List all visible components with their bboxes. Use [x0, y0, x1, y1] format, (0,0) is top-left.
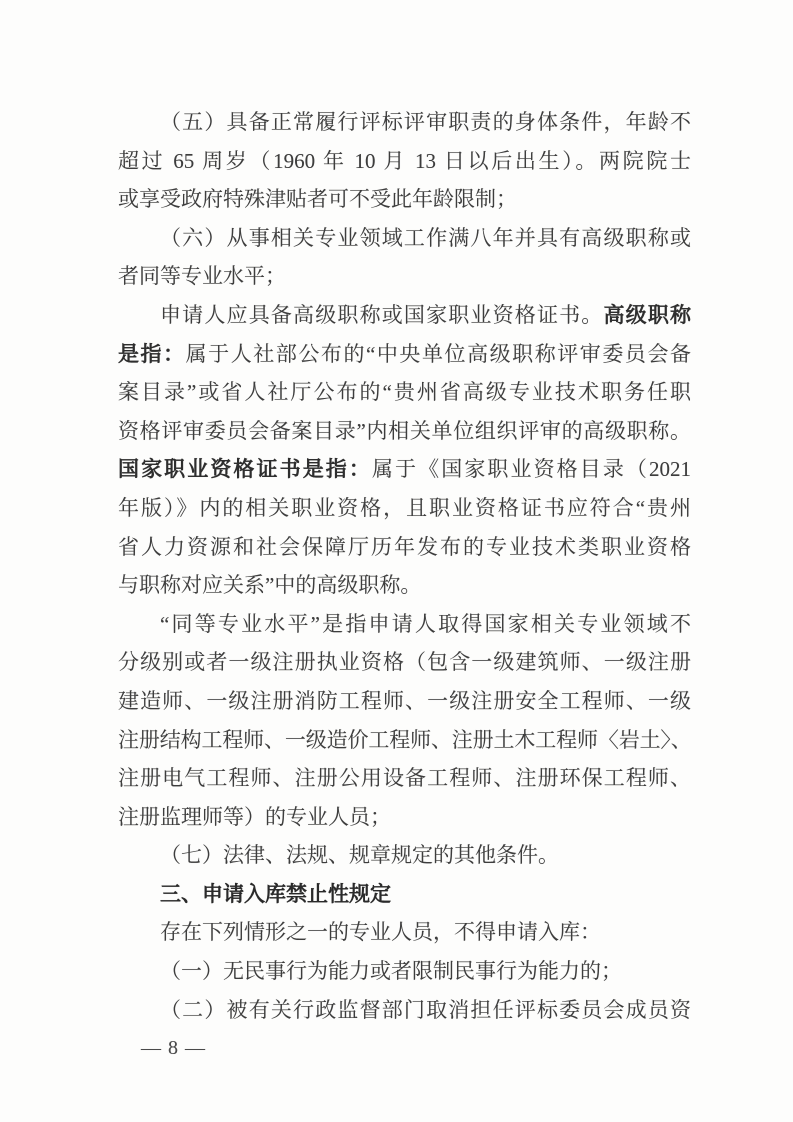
- bold-text-run: 国家职业资格证书是指：: [118, 458, 372, 482]
- text-line: [118, 219, 691, 258]
- text-run: 与职称对应关系”中的高级职称。: [118, 573, 422, 598]
- text-line: [118, 296, 691, 335]
- text-run: （六）从事相关专业领域工作满八年并具有高级职称或: [160, 225, 691, 250]
- text-run: 年版）》内的相关职业资格，且职业资格证书应符合“贵州: [118, 495, 691, 520]
- text-line: [118, 142, 691, 181]
- text-line: [118, 528, 691, 567]
- text-run: 申请人应具备高级职称或国家职业资格证书。: [160, 302, 604, 327]
- text-line: [118, 913, 691, 952]
- text-run: 分级别或者一级注册执业资格（包含一级建筑师、一级注册: [118, 650, 691, 675]
- text-run: 属于人社部公布的“中央单位高级职称评审委员会备: [185, 341, 691, 366]
- text-run: 属于《国家职业资格目录（2021: [371, 457, 692, 482]
- text-run: 建造师、一级注册消防工程师、一级注册安全工程师、一级: [118, 688, 691, 713]
- text-line: [118, 373, 691, 412]
- text-line: [118, 682, 691, 721]
- text-run: 注册监理师等）的专业人员；: [118, 804, 391, 829]
- page-number: — 8 —: [141, 1037, 206, 1059]
- text-run: （一）无民事行为能力或者限制民事行为能力的；: [160, 959, 622, 984]
- text-line: [118, 759, 691, 798]
- text-run: 省人力资源和社会保障厅历年发布的专业技术类职业资格: [118, 534, 691, 559]
- text-line: [118, 991, 691, 1030]
- text-line: [118, 450, 691, 489]
- text-line: [118, 335, 691, 374]
- bold-text-run: 是指：: [118, 342, 186, 366]
- text-run: （二）被有关行政监督部门取消担任评标委员会成员资: [160, 997, 691, 1022]
- text-line: [118, 605, 691, 644]
- text-line: [118, 566, 691, 605]
- document-body: [118, 103, 691, 1029]
- text-line: [118, 836, 691, 875]
- text-run: 者同等专业水平；: [118, 264, 286, 289]
- text-line: [118, 952, 691, 991]
- text-line: [118, 103, 691, 142]
- text-run: （五）具备正常履行评标评审职责的身体条件，年龄不: [160, 110, 691, 134]
- bold-text-run: 高级职称: [603, 303, 692, 327]
- text-run: 注册电气工程师、注册公用设备工程师、注册环保工程师、: [118, 766, 691, 791]
- text-run: “同等专业水平”是指申请人取得国家相关专业领域不: [160, 611, 691, 636]
- text-line: [118, 257, 691, 296]
- text-line: [118, 489, 691, 528]
- text-run: （七）法律、法规、规章规定的其他条件。: [160, 843, 559, 868]
- bold-text-run: 三、申请入库禁止性规定: [160, 882, 391, 906]
- text-run: 存在下列情形之一的专业人员，不得申请入库：: [160, 920, 601, 945]
- text-run: 或享受政府特殊津贴者可不受此年龄限制；: [118, 187, 517, 212]
- text-line: [118, 180, 691, 219]
- text-run: 超过 65 周岁（1960 年 10 月 13 日以后出生）。两院院士: [118, 148, 691, 173]
- text-line: [118, 721, 691, 760]
- text-line: [118, 798, 691, 837]
- text-line: [118, 643, 691, 682]
- text-run: 资格评审委员会备案目录”内相关单位组织评审的高级职称。: [118, 418, 691, 443]
- section-heading: [118, 875, 691, 914]
- text-line: [118, 412, 691, 451]
- text-run: 案目录”或省人社厅公布的“贵州省高级专业技术职务任职: [118, 380, 691, 405]
- text-run: 注册结构工程师、一级造价工程师、注册土木工程师〈岩土〉、: [118, 727, 691, 752]
